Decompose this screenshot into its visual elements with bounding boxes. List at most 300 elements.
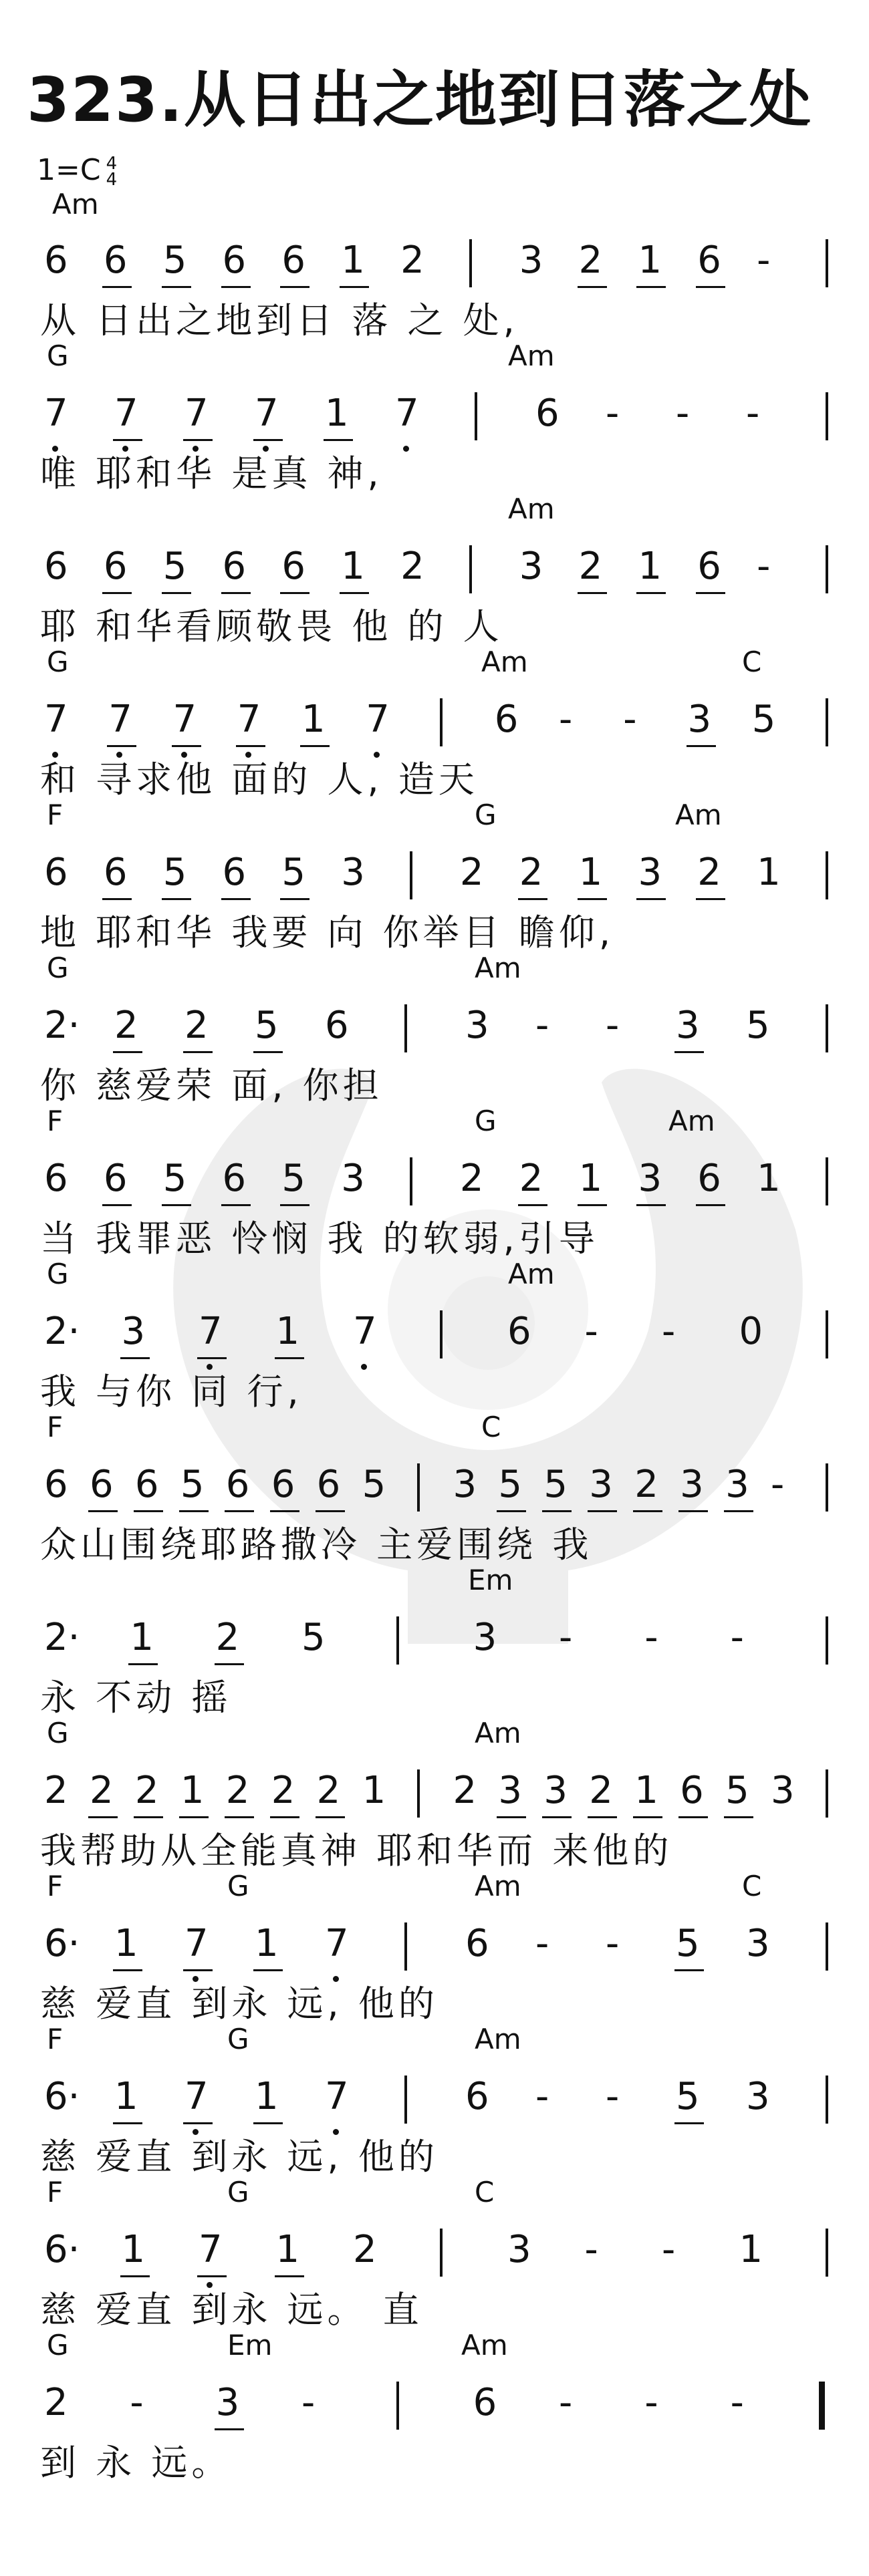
hold-dash: - xyxy=(757,239,771,282)
beam-underline xyxy=(578,592,607,594)
note: 6 xyxy=(697,545,721,588)
initial-chord: Am xyxy=(52,188,99,221)
beam-underline xyxy=(280,1204,309,1206)
note: 7 xyxy=(199,2228,223,2271)
hold-dash: - xyxy=(535,1922,549,1965)
note: 7 xyxy=(44,392,68,435)
hold-dash: - xyxy=(771,1463,785,1506)
beam-underline xyxy=(633,1816,662,1818)
note: 6 xyxy=(473,2381,497,2424)
bar-line xyxy=(826,1157,828,1205)
note: 6 xyxy=(680,1769,704,1812)
note: 0 xyxy=(739,1310,763,1353)
beam-underline xyxy=(179,1510,209,1512)
hold-dash: - xyxy=(730,1616,744,1659)
note: 3 xyxy=(676,1004,700,1047)
note: 5 xyxy=(255,1004,279,1047)
notes-line xyxy=(40,387,849,447)
bar-line xyxy=(475,392,477,440)
chord-symbol: Am xyxy=(508,492,555,525)
chord-line xyxy=(47,2483,849,2517)
hold-dash: - xyxy=(676,392,690,435)
beam-underline xyxy=(102,898,132,900)
note: 3 xyxy=(519,239,543,282)
hold-dash: - xyxy=(730,2381,744,2424)
score-row xyxy=(0,656,869,831)
note: 7 xyxy=(325,1922,349,1965)
beam-underline xyxy=(678,1510,708,1512)
beam-underline xyxy=(578,898,607,900)
note: 1 xyxy=(130,1616,154,1659)
note: 7 xyxy=(44,698,68,741)
note: 6· xyxy=(44,2228,80,2271)
beam-underline xyxy=(113,1969,142,1971)
note: 3 xyxy=(543,1769,568,1812)
beam-underline xyxy=(225,1510,254,1512)
note: 3 xyxy=(519,545,543,588)
hold-dash: - xyxy=(301,2381,316,2424)
note: 2 xyxy=(353,2228,377,2271)
notes-line xyxy=(40,846,849,906)
chord-symbol: G xyxy=(47,339,69,372)
beam-underline xyxy=(221,898,251,900)
note: 7 xyxy=(199,1310,223,1353)
note: 5 xyxy=(498,1463,523,1506)
chord-symbol: C xyxy=(481,1411,501,1443)
beam-underline xyxy=(578,1204,607,1206)
hold-dash: - xyxy=(584,2228,598,2271)
lyric-line: 从 日出之地到日 落 之 处, xyxy=(40,299,519,341)
note: 6 xyxy=(103,1157,128,1200)
note: 2 xyxy=(89,1769,114,1812)
beam-underline xyxy=(316,1816,345,1818)
hold-dash: - xyxy=(535,2075,549,2118)
note: 7 xyxy=(184,2075,209,2118)
beam-underline xyxy=(183,1051,213,1053)
beam-underline xyxy=(275,1357,304,1359)
note: 3 xyxy=(680,1463,704,1506)
chord-symbol: Am xyxy=(481,646,528,678)
beam-underline xyxy=(270,1510,299,1512)
note: 2 xyxy=(634,1463,658,1506)
note: 6 xyxy=(225,1463,250,1506)
page-title: 323.从日出之地到日落之处 xyxy=(27,64,812,136)
note: 7 xyxy=(255,392,279,435)
note: 7 xyxy=(108,698,132,741)
note: 7 xyxy=(114,392,138,435)
lyric-line: 我帮助从全能真神 耶和华而 来他的 xyxy=(40,1830,673,1872)
hold-dash: - xyxy=(559,2381,573,2424)
key-label: 1=C xyxy=(37,153,101,187)
notes-line xyxy=(40,693,849,753)
chord-symbol: F xyxy=(47,799,64,831)
note: 5 xyxy=(281,1157,306,1200)
note: 1 xyxy=(578,1157,603,1200)
beam-underline xyxy=(221,592,251,594)
note: 2· xyxy=(44,1616,80,1659)
chord-symbol: G xyxy=(227,2023,249,2055)
hold-dash: - xyxy=(746,392,760,435)
notes-line xyxy=(40,999,849,1059)
note: 1 xyxy=(275,2228,300,2271)
bar-line xyxy=(440,2229,443,2277)
chord-symbol: F xyxy=(47,2176,64,2208)
hold-dash: - xyxy=(584,1310,598,1353)
beam-underline xyxy=(102,592,132,594)
beam-underline xyxy=(113,439,142,441)
note: 5 xyxy=(725,1769,749,1812)
note: 5 xyxy=(162,239,187,282)
chord-symbol: G xyxy=(47,1717,69,1749)
beam-underline xyxy=(518,898,547,900)
note: 7 xyxy=(325,2075,349,2118)
bar-line xyxy=(440,698,443,746)
bar-line xyxy=(417,1769,420,1818)
note: 2 xyxy=(578,545,603,588)
beam-underline xyxy=(687,745,716,747)
beam-underline xyxy=(636,592,666,594)
beam-underline xyxy=(497,1816,526,1818)
note: 6 xyxy=(44,239,68,282)
note: 6· xyxy=(44,2075,80,2118)
bar-line xyxy=(826,1463,828,1512)
beam-underline xyxy=(183,2122,213,2124)
note: 6 xyxy=(316,1463,341,1506)
note: 2 xyxy=(44,1769,68,1812)
note: 1 xyxy=(275,1310,300,1353)
note: 2 xyxy=(271,1769,295,1812)
beam-underline xyxy=(674,1051,704,1053)
beam-underline xyxy=(324,439,353,441)
note: 5 xyxy=(676,2075,700,2118)
bar-line xyxy=(826,239,828,287)
note: 6 xyxy=(697,239,721,282)
note: 3 xyxy=(746,1922,770,1965)
time-signature-bottom: 4 xyxy=(106,170,118,190)
time-signature xyxy=(106,156,118,188)
hold-dash: - xyxy=(644,1616,658,1659)
beam-underline xyxy=(724,1816,753,1818)
score-row xyxy=(0,2186,869,2362)
beam-underline xyxy=(316,1510,345,1512)
note: 6 xyxy=(325,1004,349,1047)
note: 2 xyxy=(459,851,484,894)
note: 1 xyxy=(739,2228,763,2271)
note: 5 xyxy=(746,1004,770,1047)
beam-underline xyxy=(225,1816,254,1818)
note: 6 xyxy=(281,545,306,588)
note: 6 xyxy=(494,698,519,741)
beam-underline xyxy=(107,745,136,747)
chord-symbol: Am xyxy=(675,799,722,831)
note: 6 xyxy=(103,239,128,282)
note: 2 xyxy=(578,239,603,282)
note: 6 xyxy=(134,1463,159,1506)
beam-underline xyxy=(300,745,330,747)
hold-dash: - xyxy=(535,1004,549,1047)
beam-underline xyxy=(636,1204,666,1206)
chord-symbol: G xyxy=(227,1870,249,1902)
beam-underline xyxy=(197,1357,227,1359)
note: 6 xyxy=(281,239,306,282)
score-row xyxy=(0,188,869,372)
bar-line xyxy=(404,1004,407,1052)
notes-line xyxy=(40,1611,849,1671)
beam-underline xyxy=(236,745,265,747)
note: 6 xyxy=(44,851,68,894)
hold-dash: - xyxy=(757,545,771,588)
beam-underline xyxy=(134,1816,163,1818)
score-row xyxy=(0,1115,869,1290)
chord-symbol: G xyxy=(47,1258,69,1290)
note: 6 xyxy=(222,1157,247,1200)
beam-underline xyxy=(162,286,191,288)
beam-underline xyxy=(113,1051,142,1053)
notes-line xyxy=(40,1458,849,1518)
lyric-line: 永 不动 摇 xyxy=(40,1677,232,1719)
bar-line xyxy=(440,1310,443,1358)
note: 1 xyxy=(301,698,326,741)
chord-symbol: Am xyxy=(475,1717,521,1749)
note: 5 xyxy=(162,1157,187,1200)
beam-underline xyxy=(172,745,201,747)
beam-underline xyxy=(215,1663,244,1665)
beam-underline xyxy=(197,2275,227,2277)
bar-line xyxy=(826,1616,828,1665)
note: 6 xyxy=(222,851,247,894)
note: 3 xyxy=(589,1463,613,1506)
note: 2 xyxy=(184,1004,209,1047)
note: 3 xyxy=(341,851,365,894)
beam-underline xyxy=(696,286,725,288)
chord-symbol: Am xyxy=(461,2329,508,2362)
bar-line xyxy=(826,2076,828,2124)
note: 1 xyxy=(757,851,781,894)
note: 1 xyxy=(362,1769,386,1812)
lyric-line: 慈 爱直 到永 远, 他的 xyxy=(40,2136,439,2178)
hold-dash: - xyxy=(606,1922,620,1965)
beam-underline xyxy=(636,286,666,288)
chord-symbol: C xyxy=(742,1870,762,1902)
bar-line xyxy=(410,1157,412,1205)
beam-underline xyxy=(162,592,191,594)
score-row xyxy=(0,2339,869,2507)
note: 6 xyxy=(697,1157,721,1200)
bar-line xyxy=(396,2382,399,2430)
note: 1 xyxy=(255,2075,279,2118)
beam-underline xyxy=(518,1204,547,1206)
note: 5 xyxy=(362,1463,386,1506)
beam-underline xyxy=(270,1816,299,1818)
note: 3 xyxy=(507,2228,531,2271)
bar-line xyxy=(826,392,828,440)
beam-underline xyxy=(253,2122,283,2124)
chord-symbol: G xyxy=(47,2329,69,2362)
note: 3 xyxy=(465,1004,489,1047)
lyric-line: 当 我罪恶 怜悯 我 的软弱,引导 xyxy=(40,1218,599,1260)
final-bar-line xyxy=(819,2382,825,2430)
beam-underline xyxy=(275,2275,304,2277)
hold-dash: - xyxy=(130,2381,144,2424)
beam-underline xyxy=(542,1816,572,1818)
note: 3 xyxy=(746,2075,770,2118)
note: 6 xyxy=(507,1310,531,1353)
hold-dash: - xyxy=(606,1004,620,1047)
score-row xyxy=(0,1574,869,1749)
beam-underline xyxy=(678,1816,708,1818)
note: 6 xyxy=(44,1157,68,1200)
beam-underline xyxy=(128,1663,158,1665)
beam-underline xyxy=(280,286,309,288)
note: 1 xyxy=(325,392,349,435)
beam-underline xyxy=(674,2122,704,2124)
note: 1 xyxy=(180,1769,205,1812)
note: 5 xyxy=(162,851,187,894)
beam-underline xyxy=(134,1510,163,1512)
beam-underline xyxy=(633,1510,662,1512)
beam-underline xyxy=(280,592,309,594)
note: 1 xyxy=(634,1769,658,1812)
note: 5 xyxy=(301,1616,326,1659)
score-row xyxy=(0,962,869,1137)
beam-underline xyxy=(542,1510,572,1512)
note: 7 xyxy=(395,392,419,435)
bar-line xyxy=(410,851,412,899)
bar-line xyxy=(396,1616,399,1665)
lyric-line: 唯 耶和华 是真 神, xyxy=(40,452,383,494)
chord-symbol: Am xyxy=(508,339,555,372)
beam-underline xyxy=(221,286,251,288)
chord-symbol: C xyxy=(475,2176,495,2208)
note: 2· xyxy=(44,1004,80,1047)
notes-line xyxy=(40,1917,849,1977)
note: 2 xyxy=(114,1004,138,1047)
bar-line xyxy=(826,1769,828,1818)
notes-line xyxy=(40,1152,849,1212)
note: 3 xyxy=(473,1616,497,1659)
note: 1 xyxy=(114,1922,138,1965)
note: 6 xyxy=(222,239,247,282)
bar-line xyxy=(826,545,828,593)
note: 6· xyxy=(44,1922,80,1965)
bar-line xyxy=(404,2076,407,2124)
note: 6 xyxy=(465,2075,489,2118)
notes-line xyxy=(40,2223,849,2283)
bar-line xyxy=(826,1922,828,1971)
note: 6 xyxy=(535,392,560,435)
key-signature xyxy=(37,154,117,188)
note: 3 xyxy=(638,1157,662,1200)
chord-symbol: G xyxy=(475,1105,497,1137)
chord-symbol: C xyxy=(742,646,762,678)
beam-underline xyxy=(215,2428,244,2430)
chord-symbol: Am xyxy=(475,2023,521,2055)
beam-underline xyxy=(724,1510,753,1512)
score-row xyxy=(0,1727,869,1902)
score-row xyxy=(0,1880,869,2055)
notes-line xyxy=(40,1764,849,1824)
beam-underline xyxy=(162,898,191,900)
note: 3 xyxy=(215,2381,240,2424)
beam-underline xyxy=(280,898,309,900)
beam-underline xyxy=(497,1510,526,1512)
note: 1 xyxy=(114,2075,138,2118)
note: 3 xyxy=(498,1769,523,1812)
chord-symbol: G xyxy=(475,799,497,831)
note: 6 xyxy=(103,545,128,588)
note: 3 xyxy=(341,1157,365,1200)
note: 2 xyxy=(519,851,543,894)
notes-line xyxy=(40,2070,849,2130)
beam-underline xyxy=(183,439,213,441)
beam-underline xyxy=(636,898,666,900)
note: 2 xyxy=(589,1769,613,1812)
note: 2 xyxy=(215,1616,240,1659)
note: 3 xyxy=(771,1769,795,1812)
chord-symbol: G xyxy=(47,952,69,984)
hold-dash: - xyxy=(623,698,637,741)
lyric-line: 和 寻求他 面的 人, 造天 xyxy=(40,758,479,801)
chord-symbol: F xyxy=(47,1105,64,1137)
notes-line xyxy=(40,1305,849,1365)
note: 3 xyxy=(725,1463,749,1506)
beam-underline xyxy=(588,1816,617,1818)
bar-line xyxy=(826,851,828,899)
beam-underline xyxy=(179,1816,209,1818)
note: 7 xyxy=(172,698,197,741)
note: 6 xyxy=(89,1463,114,1506)
hold-dash: - xyxy=(644,2381,658,2424)
note: 7 xyxy=(353,1310,377,1353)
chord-symbol: Em xyxy=(227,2329,273,2362)
lyric-line: 慈 爱直 到永 远, 他的 xyxy=(40,1983,439,2025)
note: 7 xyxy=(366,698,390,741)
note: 1 xyxy=(638,545,662,588)
note: 2 xyxy=(134,1769,159,1812)
beam-underline xyxy=(113,2122,142,2124)
notes-line xyxy=(40,540,849,600)
hold-dash: - xyxy=(662,1310,676,1353)
bar-line xyxy=(417,1463,420,1512)
note: 1 xyxy=(757,1157,781,1200)
chord-symbol: Am xyxy=(508,1258,555,1290)
note: 2 xyxy=(44,2381,68,2424)
notes-line xyxy=(40,234,849,294)
note: 5 xyxy=(751,698,776,741)
beam-underline xyxy=(253,1051,283,1053)
note: 1 xyxy=(638,239,662,282)
note: 2 xyxy=(400,545,424,588)
score-row xyxy=(0,350,869,525)
note: 6 xyxy=(44,545,68,588)
hold-dash: - xyxy=(662,2228,676,2271)
note: 6 xyxy=(271,1463,295,1506)
chord-symbol: F xyxy=(47,1411,64,1443)
note: 2· xyxy=(44,1310,80,1353)
lyric-line: 耶 和华看顾敬畏 他 的 人 xyxy=(40,605,503,648)
beam-underline xyxy=(120,1357,150,1359)
beam-underline xyxy=(102,286,132,288)
hold-dash: - xyxy=(606,2075,620,2118)
beam-underline xyxy=(221,1204,251,1206)
beam-underline xyxy=(696,898,725,900)
bar-line xyxy=(826,698,828,746)
hold-dash: - xyxy=(559,698,573,741)
score-row xyxy=(0,1268,869,1443)
chord-symbol: G xyxy=(47,646,69,678)
score-row xyxy=(0,2033,869,2208)
lyric-line: 你 慈爱荣 面, 你担 xyxy=(40,1064,383,1107)
